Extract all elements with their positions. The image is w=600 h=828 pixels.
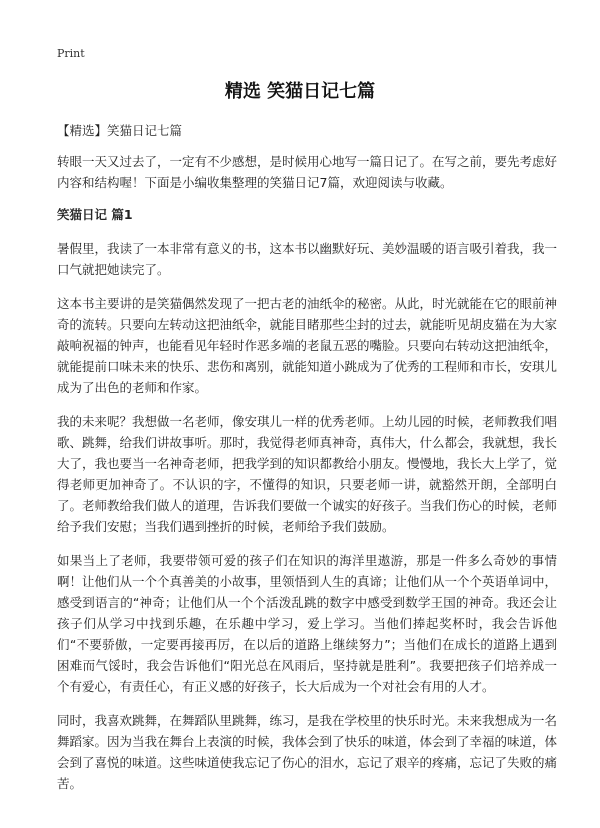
- paragraph-4: 如果当上了老师，我要带领可爱的孩子们在知识的海洋里遨游，那是一件多么奇妙的事情啊！让他们从一个个真善美的小故事，里领悟到人生的真谛；让他们从一个个英语单词中，感受到语言的“神奇；让他们从一个个活泼乱跳的数字中感受到数学王国的神奇。我还会让孩子们从学习中找到乐趣，在乐趣中学习，爱上学习。当他们捧起奖杯时，我会告诉他们“不要骄傲，一定要再接再厉，在以后的道路上继续努力”；当他们在成长的道路上遇到困难而气馁时，我会告诉他们“阳光总在风雨后，坚持就是胜利”。我要把孩子们培养成一个有爱心，有责任心，有正义感的好孩子，长大后成为一个对社会有用的人才。: [57, 553, 558, 694]
- page-title: 精选 笑猫日记七篇: [224, 81, 376, 102]
- article-subtitle: 【精选】笑猫日记七篇: [57, 123, 183, 138]
- section-heading: 笑猫日记 篇1: [57, 207, 133, 222]
- paragraph-2: 这本书主要讲的是笑猫偶然发现了一把古老的油纸伞的秘密。从此，时光就能在它的眼前神奇的流转。只要向左转动这把油纸伞，就能目睹那些尘封的过去，就能听见胡皮猫在为大家敲响祝福的钟声，也能看见年轻时作恶多端的老鼠五恶的嘴脸。只要向右转动这把油纸伞，就能提前口味未来的快乐、悲伤和离别，就能知道小跳成为了优秀的工程师和市长，安琪儿成为了出色的老师和作家。: [57, 296, 558, 395]
- paragraph-3: 我的未来呢？我想做一名老师，像安琪儿一样的优秀老师。上幼儿园的时候，老师教我们唱歌、跳舞，给我们讲故事听。那时，我觉得老师真神奇，真伟大，什么都会，我就想，我长大了，我也要当一名神奇老师，把我学到的知识都教给小朋友。慢慢地，我长大上学了，觉得老师更加神奇了。不认识的字，不懂得的知识，只要老师一讲，就豁然开朗，全部明白了。老师教给我们做人的道理，告诉我们要做一个诚实的好孩子。当我们伤心的时候，老师给予我们安慰；当我们遇到挫折的时候，老师给予我们鼓励。: [57, 414, 558, 534]
- paragraph-5: 同时，我喜欢跳舞，在舞蹈队里跳舞，练习，是我在学校里的快乐时光。未来我想成为一名舞蹈家。因为当我在舞台上表演的时候，我体会到了快乐的味道，体会到了幸福的味道，体会到了喜悦的味道。这些味道使我忘记了伤心的泪水，忘记了艰辛的疼痛，忘记了失败的痛苦。: [57, 713, 558, 791]
- print-link[interactable]: Print: [57, 47, 85, 60]
- paragraph-1: 暑假里，我读了一本非常有意义的书，这本书以幽默好玩、美妙温暖的语言吸引着我，我一口气就把她读完了。: [57, 241, 558, 277]
- article-body: [57, 122, 557, 807]
- intro-paragraph: 转眼一天又过去了，一定有不少感想，是时候用心地写一篇日记了。在写之前，要先考虑好内容和结构喔！下面是小编收集整理的笑猫日记7篇，欢迎阅读与收藏。: [57, 154, 558, 190]
